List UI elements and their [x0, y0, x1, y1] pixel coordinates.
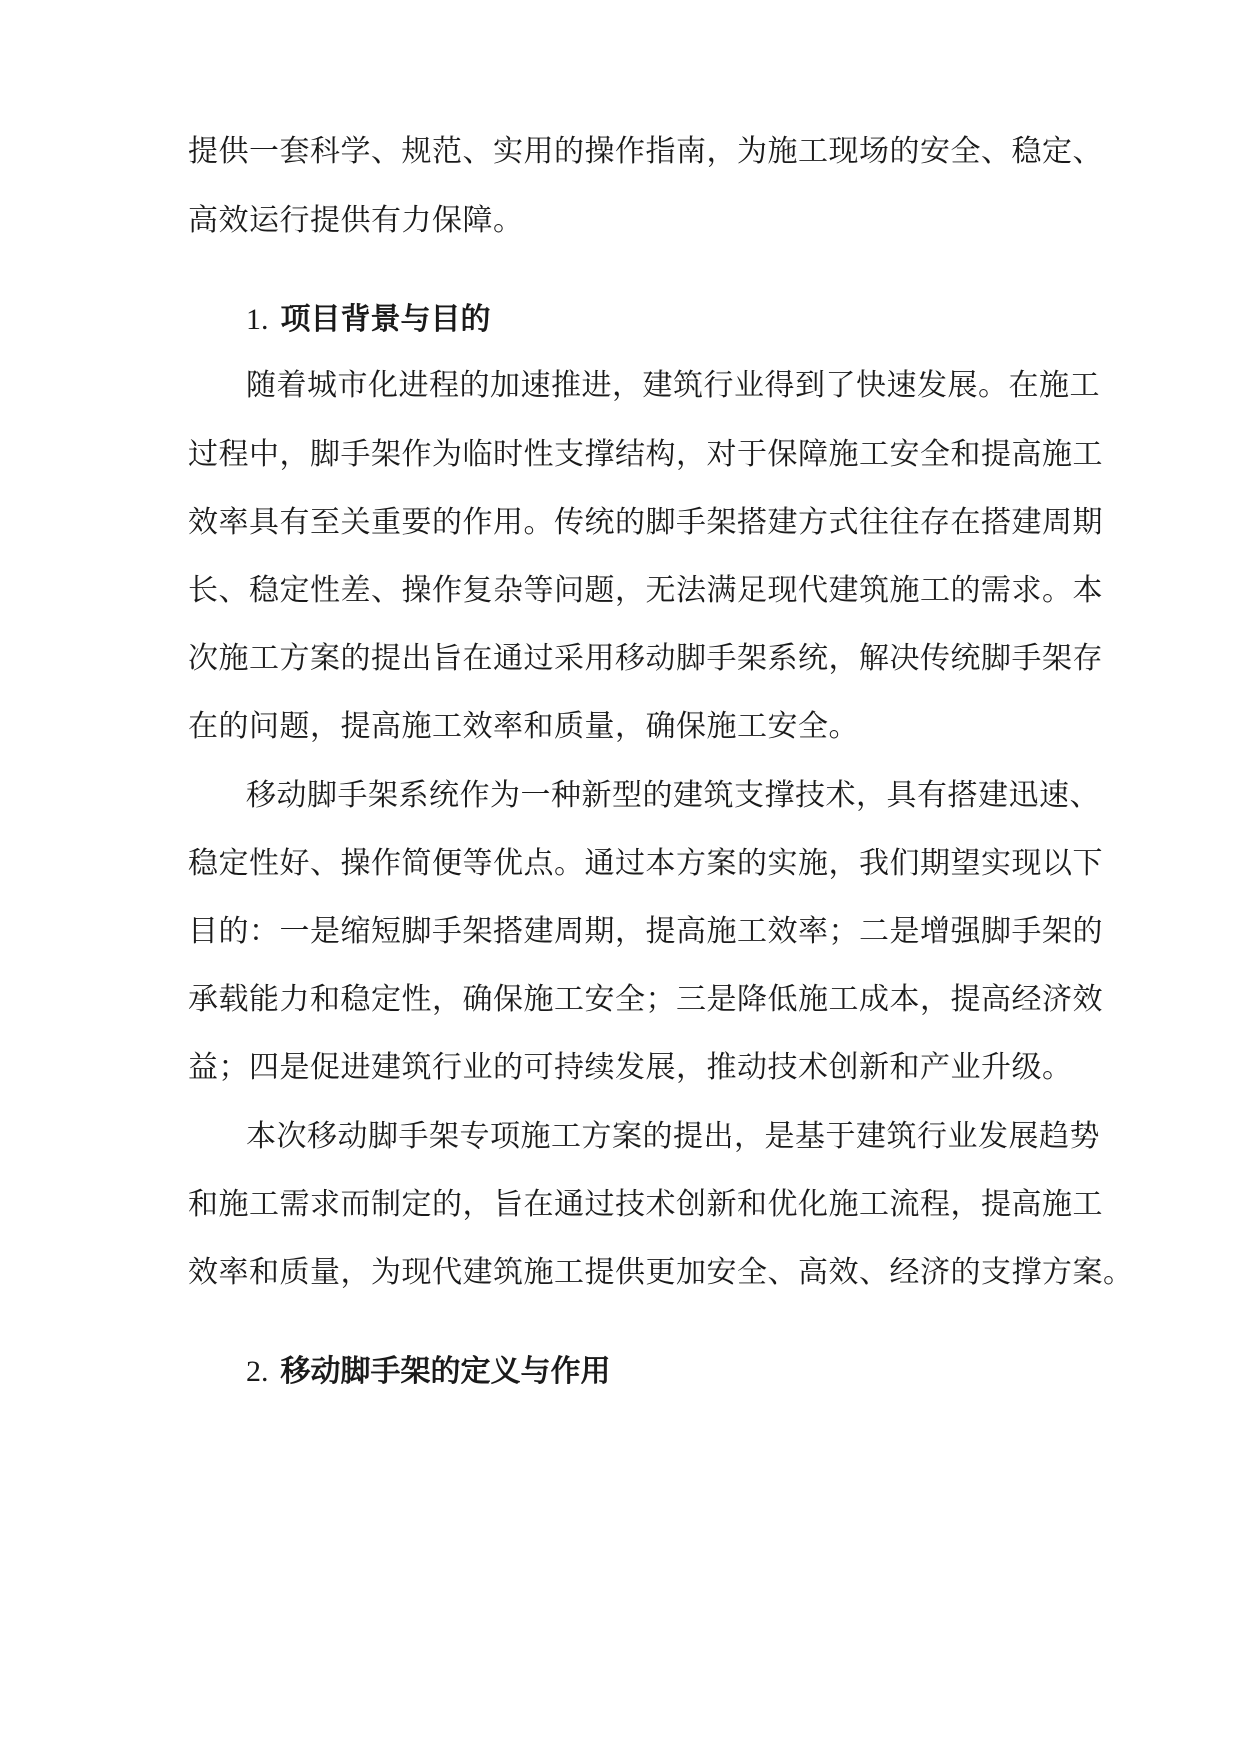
paragraph-line: 长、稳定性差、操作复杂等问题，无法满足现代建筑施工的需求。本 [188, 573, 1103, 608]
paragraph-line: 效率具有至关重要的作用。传统的脚手架搭建方式往往存在搭建周期 [188, 505, 1103, 540]
paragraph-line: 随着城市化进程的加速推进，建筑行业得到了快速发展。在施工 [246, 368, 1100, 403]
intro-line: 提供一套科学、规范、实用的操作指南，为施工现场的安全、稳定、 [188, 134, 1103, 169]
paragraph-line: 移动脚手架系统作为一种新型的建筑支撑技术，具有搭建迅速、 [246, 778, 1100, 813]
section-title: 项目背景与目的 [280, 302, 491, 337]
paragraph-line: 本次移动脚手架专项施工方案的提出，是基于建筑行业发展趋势 [246, 1119, 1100, 1154]
paragraph-line: 目的：一是缩短脚手架搭建周期，提高施工效率；二是增强脚手架的 [188, 914, 1103, 949]
paragraph-line: 过程中，脚手架作为临时性支撑结构，对于保障施工安全和提高施工 [188, 437, 1103, 472]
section-heading [246, 300, 491, 340]
section-heading [246, 1352, 611, 1392]
section-number: 2. [246, 1355, 269, 1388]
paragraph-line: 稳定性好、操作简便等优点。通过本方案的实施，我们期望实现以下 [188, 846, 1103, 881]
paragraph-line: 在的问题，提高施工效率和质量，确保施工安全。 [188, 709, 859, 744]
paragraph-line: 效率和质量，为现代建筑施工提供更加安全、高效、经济的支撑方案。 [188, 1255, 1134, 1290]
paragraph-line: 益；四是促进建筑行业的可持续发展，推动技术创新和产业升级。 [188, 1050, 1073, 1085]
section-title: 移动脚手架的定义与作用 [280, 1354, 611, 1389]
intro-line: 高效运行提供有力保障。 [188, 203, 524, 238]
paragraph-line: 和施工需求而制定的，旨在通过技术创新和优化施工流程，提高施工 [188, 1187, 1103, 1222]
section-number: 1. [246, 303, 269, 336]
paragraph-line: 承载能力和稳定性，确保施工安全；三是降低施工成本，提高经济效 [188, 982, 1103, 1017]
paragraph-line: 次施工方案的提出旨在通过采用移动脚手架系统，解决传统脚手架存 [188, 641, 1103, 676]
